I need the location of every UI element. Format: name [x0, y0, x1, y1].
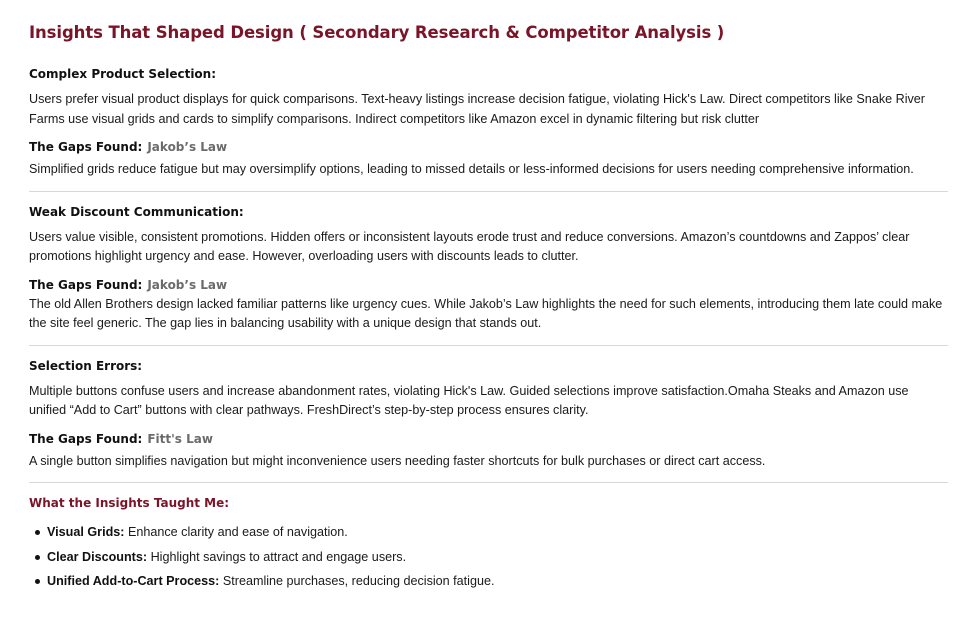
insights-section — [29, 495, 948, 594]
page-title: Insights That Shaped Design ( Secondary Research & Competitor Analysis ) — [29, 23, 725, 42]
gaps-text: Simplified grids reduce fatigue but may oversimplify options, leading to missed details or less-informed decisions for users needing comprehensive information. — [29, 162, 914, 176]
section-text: Multiple buttons confuse users and increase abandonment rates, violating Hick's Law. Guided selections improve satisfaction.Omaha Steaks and Amazon use unified “Add to Cart” buttons with clear pathways. FreshDirect’s step-by-step process ensures clarity. — [29, 383, 909, 417]
section-heading: Complex Product Selection: — [29, 67, 217, 81]
section-heading: Selection Errors: — [29, 358, 143, 373]
section-weak-discount-communication — [29, 204, 948, 334]
gaps-label: The Gaps Found: — [29, 431, 143, 446]
divider — [29, 191, 948, 192]
gaps-text: The old Allen Brothers design lacked familiar patterns like urgency cues. While Jakob’s Law highlights the need for such elements, introducing them late could make the site feel generic. The gap lies in balancing usability with a unique design that stands out. — [29, 296, 943, 330]
gaps-law: Fitt's Law — [147, 431, 213, 446]
section-text: Users prefer visual product displays for quick comparisons. Text-heavy listings increase decision fatigue, violating Hick's Law. Direct competitors like Snake River Farms use visual grids and cards to simplify comparisons. Indirect competitors like Amazon excel in dynamic filtering but risk clutter — [29, 92, 926, 126]
section-selection-errors — [29, 358, 948, 472]
bullet-icon — [35, 530, 40, 535]
insight-text: Streamline purchases, reducing decision fatigue. — [219, 574, 495, 588]
list-item — [35, 545, 948, 570]
section-complex-product-selection — [29, 66, 948, 180]
gaps-found-row — [29, 431, 948, 447]
gaps-law: Jakob’s Law — [147, 277, 228, 292]
gaps-text: A single button simplifies navigation but might inconvenience users needing faster shortcuts for bulk purchases or direct cart access. — [29, 453, 766, 468]
insights-heading: What the Insights Taught Me: — [29, 496, 230, 510]
list-item — [35, 569, 948, 594]
divider — [29, 345, 948, 346]
insight-label: Clear Discounts: — [47, 549, 148, 564]
section-text: Users value visible, consistent promotions. Hidden offers or inconsistent layouts erode trust and reduce conversions. Amazon’s countdowns and Zappos’ clear promotions highlight urgency and ease. However, overloading users with discounts leads to clutter. — [29, 229, 910, 263]
gaps-label: The Gaps Found: — [29, 277, 143, 292]
insights-list — [29, 520, 948, 594]
bullet-icon — [35, 579, 40, 584]
divider — [29, 482, 948, 483]
insight-label: Unified Add-to-Cart Process: — [47, 574, 220, 588]
gaps-found-row — [29, 277, 948, 293]
gaps-label: The Gaps Found: — [29, 140, 143, 154]
list-item — [35, 520, 948, 545]
insight-text: Enhance clarity and ease of navigation. — [124, 525, 348, 539]
section-heading: Weak Discount Communication: — [29, 204, 244, 219]
gaps-found-row — [29, 139, 948, 155]
bullet-icon — [35, 555, 40, 560]
gaps-law: Jakob’s Law — [147, 140, 228, 154]
insight-text: Highlight savings to attract and engage users. — [147, 549, 407, 564]
insight-label: Visual Grids: — [47, 525, 125, 539]
